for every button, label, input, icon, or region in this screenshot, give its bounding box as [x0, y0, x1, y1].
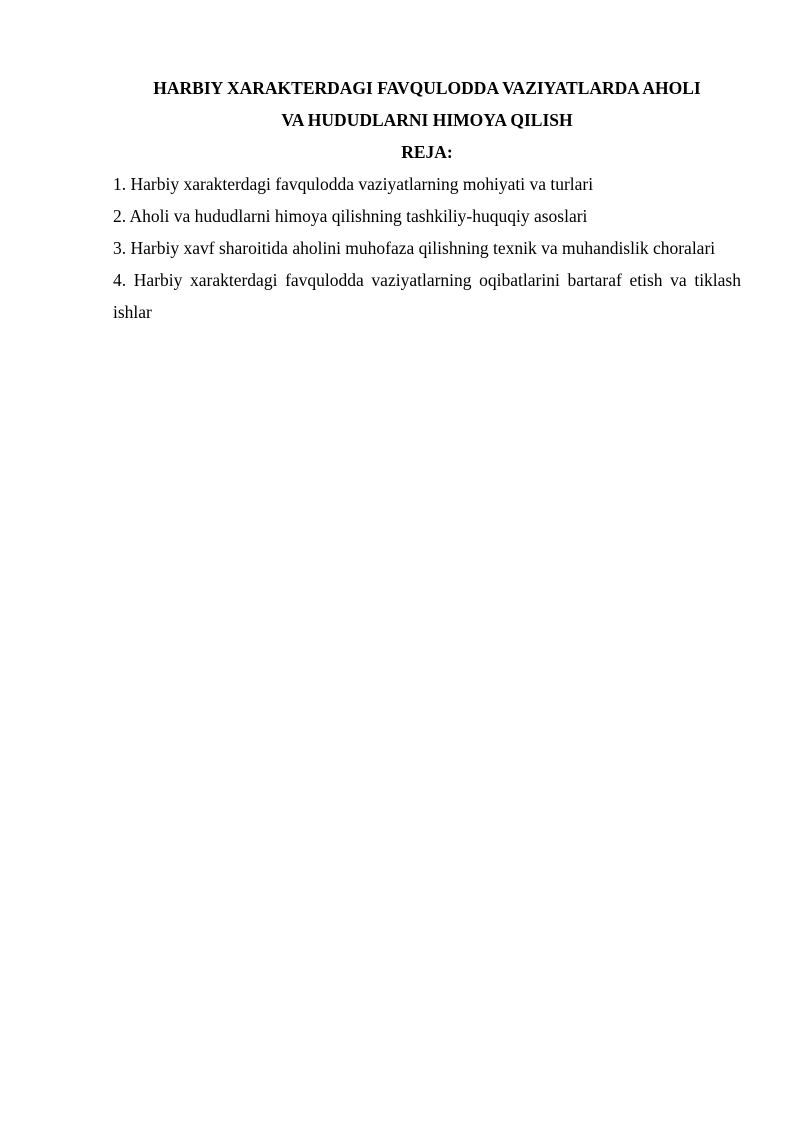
title-line-2: VA HUDUDLARNI HIMOYA QILISH — [281, 110, 573, 130]
document-page — [113, 72, 741, 328]
plan-item-2: 2. Aholi va hududlarni himoya qilishning tashkiliy-huquqiy asoslari — [113, 206, 588, 226]
plan-item-1: 1. Harbiy xarakterdagi favqulodda vaziyatlarning mohiyati va turlari — [113, 174, 594, 194]
plan-item-3: 3. Harbiy xavf sharoitida aholini muhofaza qilishning texnik va muhandislik choralari — [113, 238, 716, 258]
plan-item-4: 4. Harbiy xarakterdagi favqulodda vaziyatlarning oqibatlarini bartaraf etish va tiklash ishlar — [113, 270, 741, 322]
title-line-1: HARBIY XARAKTERDAGI FAVQULODDA VAZIYATLARDA AHOLI — [153, 78, 701, 98]
plan-list — [113, 168, 741, 328]
document-title — [113, 72, 741, 136]
plan-heading: REJA: — [401, 142, 453, 162]
